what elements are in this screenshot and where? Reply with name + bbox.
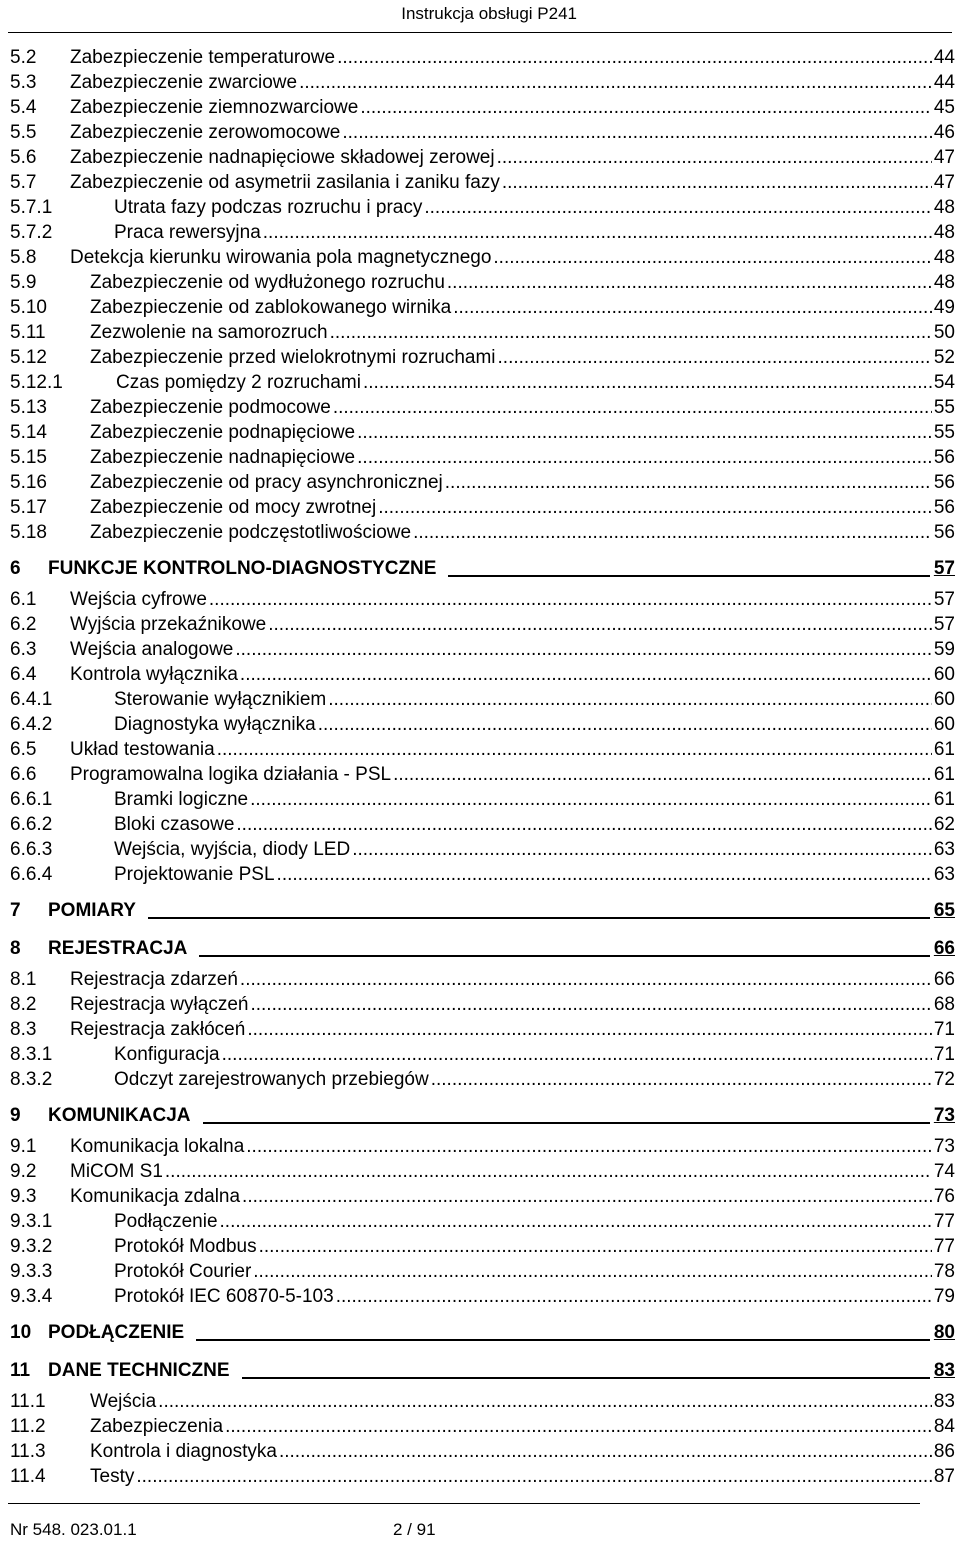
toc-number: 11.4 <box>10 1466 46 1487</box>
toc-number: 5.14 <box>10 422 47 443</box>
toc-number: 5.7 <box>10 172 37 193</box>
toc-entry[interactable] <box>10 470 955 495</box>
toc-number: 6.4 <box>10 664 37 685</box>
toc-title: Zabezpieczenie ziemnozwarciowe <box>70 97 359 118</box>
toc-title: Rejestracja wyłączeń <box>70 994 249 1015</box>
toc-entry[interactable] <box>10 1159 955 1184</box>
toc-chapter[interactable] <box>10 887 955 925</box>
toc-title: Sterowanie wyłącznikiem <box>114 689 327 710</box>
toc-number: 6.3 <box>10 639 37 660</box>
toc-number: 5.6 <box>10 147 37 168</box>
toc-number: 9.2 <box>10 1161 37 1182</box>
toc-page: 71 <box>933 1019 955 1040</box>
toc-page: 66 <box>933 938 955 959</box>
toc-chapter[interactable] <box>10 545 955 583</box>
toc-title: Utrata fazy podczas rozruchu i pracy <box>114 197 423 218</box>
toc-title: Wejścia analogowe <box>70 639 234 660</box>
toc-leader <box>357 420 932 445</box>
toc-title: Zabezpieczenie od mocy zwrotnej <box>90 497 377 518</box>
toc-title: DANE TECHNICZNE <box>48 1360 230 1381</box>
toc-title: Bramki logiczne <box>114 789 249 810</box>
toc-entry[interactable] <box>10 812 955 837</box>
toc-title: Komunikacja lokalna <box>70 1136 245 1157</box>
toc-page: 52 <box>933 347 955 368</box>
toc-page: 44 <box>933 72 955 93</box>
toc-title: Komunikacja zdalna <box>70 1186 241 1207</box>
toc-entry[interactable] <box>10 70 955 95</box>
toc-title: Zabezpieczenie podczęstotliwościowe <box>90 522 412 543</box>
toc-page: 84 <box>933 1416 955 1437</box>
toc-title: Wejścia <box>90 1391 157 1412</box>
toc-number: 9.3.3 <box>10 1261 53 1282</box>
toc-page: 61 <box>933 739 955 760</box>
toc-page: 50 <box>933 322 955 343</box>
toc-title: Rejestracja zdarzeń <box>70 969 238 990</box>
toc-number: 6.6.4 <box>10 864 53 885</box>
toc-title: FUNKCJE KONTROLNO-DIAGNOSTYCZNE <box>48 558 437 579</box>
toc-page: 78 <box>933 1261 955 1282</box>
toc-number: 9.3 <box>10 1186 37 1207</box>
toc-number: 5.10 <box>10 297 47 318</box>
toc-number: 11.2 <box>10 1416 46 1437</box>
toc-page: 55 <box>933 397 955 418</box>
toc-chapter[interactable] <box>10 925 955 963</box>
toc-number: 8.3.2 <box>10 1069 53 1090</box>
toc-entry[interactable] <box>10 270 955 295</box>
toc-page: 60 <box>933 664 955 685</box>
toc-leader <box>242 1184 932 1209</box>
toc-page: 87 <box>933 1466 955 1487</box>
toc-leader <box>158 1389 932 1414</box>
toc-number: 5.8 <box>10 247 37 268</box>
toc-number: 9.3.2 <box>10 1236 53 1257</box>
toc-leader <box>333 395 932 420</box>
footer-divider <box>8 1503 920 1504</box>
toc-entry[interactable] <box>10 1017 955 1042</box>
toc-leader <box>431 1067 932 1092</box>
toc-leader <box>453 295 932 320</box>
toc-page: 76 <box>933 1186 955 1207</box>
toc-title: Zabezpieczenie zerowomocowe <box>70 122 341 143</box>
toc-leader <box>328 687 932 712</box>
toc-page: 44 <box>933 47 955 68</box>
toc-page: 45 <box>933 97 955 118</box>
toc-number: 6 <box>10 558 21 579</box>
toc-page: 47 <box>933 172 955 193</box>
toc-leader <box>299 70 932 95</box>
toc-title: Zezwolenie na samorozruch <box>90 322 328 343</box>
toc-rule <box>448 574 929 577</box>
toc-page: 49 <box>933 297 955 318</box>
toc-entry[interactable] <box>10 95 955 120</box>
toc-leader <box>220 1209 932 1234</box>
toc-number: 5.2 <box>10 47 37 68</box>
toc-title: KOMUNIKACJA <box>48 1105 191 1126</box>
toc-title: Protokół Courier <box>114 1261 252 1282</box>
toc-title: REJESTRACJA <box>48 938 188 959</box>
toc-number: 6.4.1 <box>10 689 53 710</box>
toc-entry[interactable] <box>10 1042 955 1067</box>
toc-number: 8.2 <box>10 994 37 1015</box>
toc-entry[interactable] <box>10 495 955 520</box>
toc-title: Rejestracja zakłóceń <box>70 1019 246 1040</box>
toc-entry[interactable] <box>10 1284 955 1309</box>
toc-number: 9 <box>10 1105 21 1126</box>
toc-leader <box>337 45 932 70</box>
toc-rule <box>203 1121 930 1124</box>
toc-page: 56 <box>933 497 955 518</box>
toc-leader <box>352 837 932 862</box>
toc-number: 5.12 <box>10 347 47 368</box>
toc-leader <box>447 270 932 295</box>
toc-number: 8.3 <box>10 1019 37 1040</box>
toc-entry[interactable] <box>10 712 955 737</box>
toc-leader <box>413 520 932 545</box>
toc-page: 61 <box>933 764 955 785</box>
toc-number: 6.6.3 <box>10 839 53 860</box>
toc-leader <box>445 470 932 495</box>
toc-title: Zabezpieczenia <box>90 1416 224 1437</box>
toc-title: Zabezpieczenie od asymetrii zasilania i zaniku fazy <box>70 172 500 193</box>
toc-number: 6.6.1 <box>10 789 53 810</box>
toc-page: 61 <box>933 789 955 810</box>
toc-leader <box>360 95 932 120</box>
toc-page: 46 <box>933 122 955 143</box>
toc-entry[interactable] <box>10 1389 955 1414</box>
toc-entry[interactable] <box>10 45 955 70</box>
toc-entry[interactable] <box>10 195 955 220</box>
toc-leader <box>225 1414 932 1439</box>
toc-leader <box>253 1259 932 1284</box>
toc-title: Zabezpieczenie temperaturowe <box>70 47 336 68</box>
toc-leader <box>268 612 932 637</box>
toc-page: 79 <box>933 1286 955 1307</box>
toc-leader <box>236 812 931 837</box>
toc-entry[interactable] <box>10 145 955 170</box>
toc-entry[interactable] <box>10 1184 955 1209</box>
toc-page: 48 <box>933 247 955 268</box>
toc-title: Wyjścia przekaźnikowe <box>70 614 267 635</box>
toc-page: 55 <box>933 422 955 443</box>
toc-title: Zabezpieczenie od zablokowanego wirnika <box>90 297 452 318</box>
toc-entry[interactable] <box>10 420 955 445</box>
toc-number: 5.3 <box>10 72 37 93</box>
toc-title: PODŁĄCZENIE <box>48 1322 185 1343</box>
toc-entry[interactable] <box>10 787 955 812</box>
toc-rule <box>242 1376 930 1379</box>
toc-leader <box>240 662 932 687</box>
toc-number: 11 <box>10 1360 31 1381</box>
toc-number: 10 <box>10 1322 32 1343</box>
toc-title: Zabezpieczenie podmocowe <box>90 397 331 418</box>
toc-number: 9.3.1 <box>10 1211 53 1232</box>
toc-page: 73 <box>933 1136 955 1157</box>
toc-entry[interactable] <box>10 520 955 545</box>
toc-leader <box>378 495 932 520</box>
toc-title: POMIARY <box>48 900 136 921</box>
toc-title: Programowalna logika działania - PSL <box>70 764 392 785</box>
toc-entry[interactable] <box>10 295 955 320</box>
document-number: Nr 548. 023.01.1 <box>10 1520 137 1539</box>
toc-entry[interactable] <box>10 662 955 687</box>
toc-leader <box>209 587 932 612</box>
toc-title: Kontrola wyłącznika <box>70 664 238 685</box>
toc-number: 5.7.1 <box>10 197 53 218</box>
toc-page: 60 <box>933 689 955 710</box>
toc-leader <box>363 370 932 395</box>
toc-leader <box>250 787 932 812</box>
toc-page: 48 <box>933 197 955 218</box>
toc-title: Konfiguracja <box>114 1044 220 1065</box>
toc-page: 63 <box>933 839 955 860</box>
toc-page: 65 <box>933 900 955 921</box>
toc-title: Podłączenie <box>114 1211 218 1232</box>
toc-leader <box>136 1464 932 1489</box>
toc-leader <box>342 120 931 145</box>
toc-title: Odczyt zarejestrowanych przebiegów <box>114 1069 429 1090</box>
toc-title: Zabezpieczenie nadnapięciowe <box>90 447 356 468</box>
toc-page: 66 <box>933 969 955 990</box>
toc-page: 59 <box>933 639 955 660</box>
toc-leader <box>263 220 932 245</box>
toc-number: 5.5 <box>10 122 37 143</box>
toc-leader <box>277 862 932 887</box>
toc-number: 5.4 <box>10 97 37 118</box>
toc-entry[interactable] <box>10 612 955 637</box>
toc-entry[interactable] <box>10 395 955 420</box>
toc-leader <box>497 145 932 170</box>
toc-leader <box>246 1134 932 1159</box>
toc-title: Zabezpieczenie od pracy asynchronicznej <box>90 472 443 493</box>
toc-entry[interactable] <box>10 762 955 787</box>
page-number: 2 / 91 <box>393 1520 436 1539</box>
toc-title: Zabezpieczenie przed wielokrotnymi rozruchami <box>90 347 496 368</box>
toc-entry[interactable] <box>10 992 955 1017</box>
toc-page: 60 <box>933 714 955 735</box>
toc-page: 62 <box>933 814 955 835</box>
toc-entry[interactable] <box>10 1134 955 1159</box>
toc-entry[interactable] <box>10 637 955 662</box>
toc-page: 48 <box>933 272 955 293</box>
toc-page: 68 <box>933 994 955 1015</box>
toc-leader <box>217 737 932 762</box>
toc-number: 6.1 <box>10 589 37 610</box>
toc-page: 56 <box>933 472 955 493</box>
toc-chapter[interactable] <box>10 1309 955 1347</box>
toc-title: Zabezpieczenie zwarciowe <box>70 72 298 93</box>
toc-entry[interactable] <box>10 587 955 612</box>
toc-title: Protokół IEC 60870-5-103 <box>114 1286 334 1307</box>
toc-leader <box>259 1234 932 1259</box>
toc-number: 5.16 <box>10 472 47 493</box>
toc-number: 8.3.1 <box>10 1044 53 1065</box>
toc-number: 11.1 <box>10 1391 46 1412</box>
toc-title: Układ testowania <box>70 739 215 760</box>
toc-page: 77 <box>933 1211 955 1232</box>
toc-leader <box>235 637 932 662</box>
toc-rule <box>199 954 929 957</box>
toc-title: Kontrola i diagnostyka <box>90 1441 277 1462</box>
toc-number: 5.18 <box>10 522 47 543</box>
toc-leader <box>424 195 932 220</box>
toc-entry[interactable] <box>10 1259 955 1284</box>
toc-title: Detekcja kierunku wirowania pola magnetycznego <box>70 247 492 268</box>
toc-entry[interactable] <box>10 245 955 270</box>
toc-page: 74 <box>933 1161 955 1182</box>
toc-number: 5.13 <box>10 397 47 418</box>
toc-title: Testy <box>90 1466 135 1487</box>
toc-entry[interactable] <box>10 967 955 992</box>
toc-number: 5.12.1 <box>10 372 63 393</box>
toc-leader <box>247 1017 932 1042</box>
toc-number: 6.4.2 <box>10 714 53 735</box>
toc-page: 63 <box>933 864 955 885</box>
toc-page: 83 <box>933 1391 955 1412</box>
page-header <box>8 0 952 33</box>
toc-leader <box>279 1439 932 1464</box>
toc-chapter[interactable] <box>10 1092 955 1130</box>
toc-number: 5.9 <box>10 272 37 293</box>
toc-entry[interactable] <box>10 320 955 345</box>
toc-leader <box>165 1159 932 1184</box>
toc-title: Wejścia cyfrowe <box>70 589 207 610</box>
toc-number: 5.11 <box>10 322 46 343</box>
toc-leader <box>336 1284 932 1309</box>
toc-number: 7 <box>10 900 21 921</box>
toc-page: 57 <box>933 614 955 635</box>
toc-entry[interactable] <box>10 837 955 862</box>
toc-page: 54 <box>933 372 955 393</box>
table-of-contents <box>10 45 955 1489</box>
toc-leader <box>357 445 932 470</box>
toc-page: 72 <box>933 1069 955 1090</box>
document-title: Instrukcja obsługi P241 <box>401 4 577 23</box>
toc-number: 9.3.4 <box>10 1286 53 1307</box>
toc-page: 77 <box>933 1236 955 1257</box>
toc-entry[interactable] <box>10 1234 955 1259</box>
toc-page: 48 <box>933 222 955 243</box>
toc-title: MiCOM S1 <box>70 1161 163 1182</box>
toc-title: Zabezpieczenie podnapięciowe <box>90 422 356 443</box>
toc-leader <box>493 245 931 270</box>
toc-number: 6.6 <box>10 764 37 785</box>
toc-entry[interactable] <box>10 1209 955 1234</box>
toc-leader <box>318 712 932 737</box>
toc-title: Praca rewersyjna <box>114 222 261 243</box>
toc-page: 47 <box>933 147 955 168</box>
toc-page: 57 <box>933 589 955 610</box>
toc-number: 6.5 <box>10 739 37 760</box>
toc-title: Protokół Modbus <box>114 1236 257 1257</box>
toc-title: Czas pomiędzy 2 rozruchami <box>116 372 361 393</box>
toc-number: 5.15 <box>10 447 47 468</box>
toc-page: 71 <box>933 1044 955 1065</box>
toc-page: 73 <box>933 1105 955 1126</box>
toc-entry[interactable] <box>10 445 955 470</box>
toc-title: Bloki czasowe <box>114 814 235 835</box>
toc-rule <box>196 1338 930 1341</box>
toc-title: Wejścia, wyjścia, diody LED <box>114 839 351 860</box>
toc-leader <box>250 992 931 1017</box>
toc-number: 8 <box>10 938 21 959</box>
toc-title: Zabezpieczenie nadnapięciowe składowej zerowej <box>70 147 495 168</box>
toc-number: 9.1 <box>10 1136 37 1157</box>
toc-title: Diagnostyka wyłącznika <box>114 714 316 735</box>
toc-entry[interactable] <box>10 220 955 245</box>
toc-number: 5.17 <box>10 497 47 518</box>
toc-leader <box>222 1042 932 1067</box>
toc-number: 8.1 <box>10 969 37 990</box>
toc-entry[interactable] <box>10 1464 955 1489</box>
toc-entry[interactable] <box>10 687 955 712</box>
toc-entry[interactable] <box>10 370 955 395</box>
toc-leader <box>240 967 932 992</box>
toc-leader <box>330 320 932 345</box>
toc-entry[interactable] <box>10 1439 955 1464</box>
toc-leader <box>393 762 932 787</box>
toc-entry[interactable] <box>10 737 955 762</box>
toc-page: 86 <box>933 1441 955 1462</box>
toc-page: 57 <box>933 558 955 579</box>
toc-page: 80 <box>933 1322 955 1343</box>
toc-entry[interactable] <box>10 170 955 195</box>
toc-entry[interactable] <box>10 1414 955 1439</box>
toc-leader <box>502 170 932 195</box>
toc-chapter[interactable] <box>10 1347 955 1385</box>
toc-entry[interactable] <box>10 1067 955 1092</box>
toc-number: 5.7.2 <box>10 222 53 243</box>
toc-entry[interactable] <box>10 345 955 370</box>
toc-number: 6.2 <box>10 614 37 635</box>
toc-page: 56 <box>933 522 955 543</box>
toc-title: Zabezpieczenie od wydłużonego rozruchu <box>90 272 445 293</box>
toc-page: 83 <box>933 1360 955 1381</box>
toc-page: 56 <box>933 447 955 468</box>
toc-number: 6.6.2 <box>10 814 53 835</box>
toc-rule <box>148 916 930 919</box>
toc-number: 11.3 <box>10 1441 46 1462</box>
toc-entry[interactable] <box>10 862 955 887</box>
toc-leader <box>498 345 932 370</box>
toc-entry[interactable] <box>10 120 955 145</box>
toc-title: Projektowanie PSL <box>114 864 275 885</box>
